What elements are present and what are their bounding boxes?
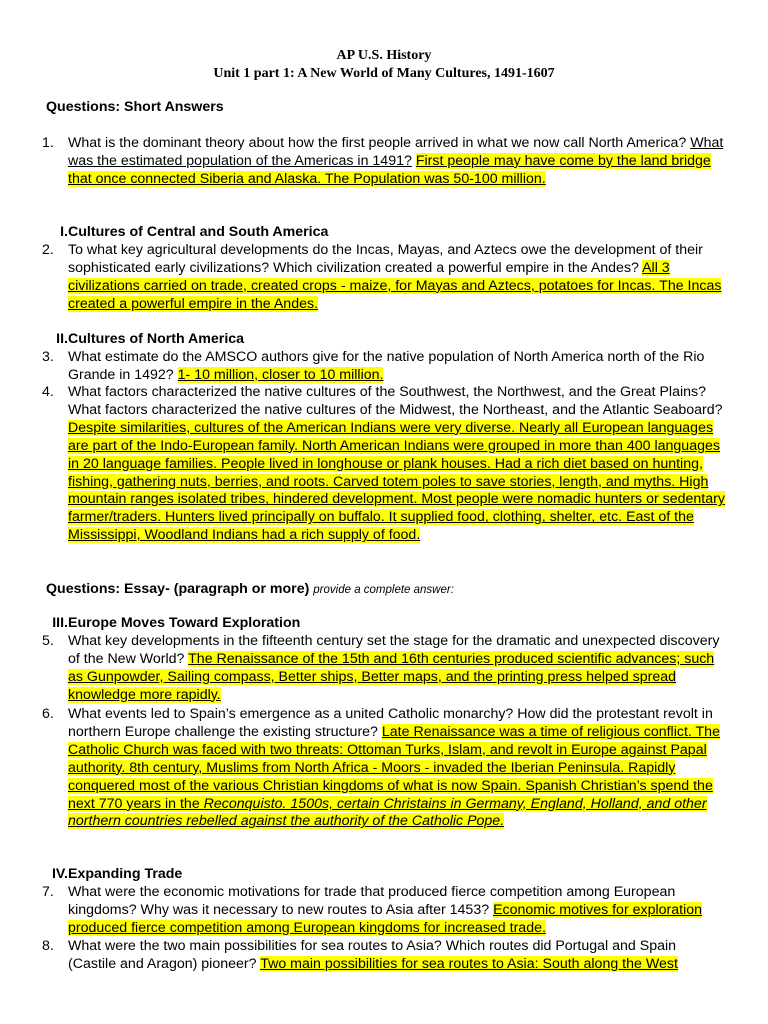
section-number: IV. — [51, 866, 68, 882]
question-number: 3. — [42, 349, 54, 365]
section-1-heading — [20, 224, 329, 242]
question-1 — [42, 135, 728, 189]
question-2 — [42, 242, 728, 314]
doc-subtitle: Unit 1 part 1: A New World of Many Cultures, 1491-1607 — [213, 66, 555, 81]
answer-highlight: Despite similarities, cultures of the American Indians were very diverse. Nearly all European languages are part of the Indo-European family. North American Indians were grouped in more than 400 languages in 20 language families. People lived in longhouse or plank houses. Had a rich diet based on hunting, fishing, gathering nuts, berries, and roots. Carved totem poles to save stories, length, and myths. High mountain ranges isolated tribes, hindered development. Most people were nomadic hunters or sedentary farmer/traders. Hunters lived principally on buffalo. It supplied food, clothing, shelter, etc. East of the Mississippi, Woodland Indians had a rich supply of food. — [68, 419, 725, 544]
question-number: 5. — [42, 633, 54, 649]
essay-heading-text: Questions: Essay- (paragraph or more) — [46, 581, 310, 597]
section-label: Cultures of North America — [68, 331, 245, 347]
answer-highlight: First people may have come by the land bridge that once connected Siberia and Alaska. The Population was 50-100 million. — [68, 152, 711, 187]
question-number: 6. — [42, 706, 54, 722]
question-text: What were the two main possibilities for sea routes to Asia? Which routes did Portugal and Spain (Castile and Aragon) pioneer? — [68, 938, 677, 972]
section-label: Europe Moves Toward Exploration — [68, 615, 301, 631]
answer-highlight: All 3 civilizations carried on trade, created crops - maize, for Mayas and Aztecs, potatoes for Incas. The Incas created a powerful empire in the Andes. — [68, 259, 722, 312]
answer-highlight-italic: Reconquisto. 1500s, certain Christains in Germany, England, Holland, and other northern countries rebelled against the authority of the Catholic Pope. — [68, 795, 707, 830]
question-6 — [42, 706, 728, 831]
essay-note: provide a complete answer: — [313, 584, 454, 596]
question-number: 1. — [42, 135, 54, 151]
answer-highlight: Two main possibilities for sea routes to Asia: South along the West — [260, 955, 678, 972]
question-4 — [42, 384, 728, 545]
section-2-heading — [20, 331, 245, 349]
question-8 — [42, 938, 728, 974]
answer-highlight: The Renaissance of the 15th and 16th centuries produced scientific advances; such as Gunpowder, Sailing compass, Better ships, Better maps, and the printing press helped spread knowledge more rapidly. — [68, 650, 715, 703]
question-number: 2. — [42, 242, 54, 258]
answer-highlight: Late Renaissance was a time of religious conflict. The Catholic Church was faced with two threats: Ottoman Turks, Islam, and revolt in Europe against Papal authority. 8th century, Muslims from North Africa - Moors - invaded the Iberian Peninsula. Rapidly conquered most of the various Christian kingdoms of what is now Spain. Spanish Christian’s spend the next 770 years in the — [68, 723, 720, 812]
answer-highlight: Economic motives for exploration produced fierce competition among European kingdoms for increased trade. — [68, 901, 703, 936]
section-number: II. — [56, 331, 68, 347]
section-3-heading — [20, 615, 301, 633]
question-text: What factors characterized the native cultures of the Southwest, the Northwest, and the Great Plains? What factors characterized the native cultures of the Midwest, the Northeast, and the Atlantic Seaboard? — [68, 384, 723, 418]
question-text: What is the dominant theory about how the first people arrived in what we now call North America? — [68, 135, 691, 151]
question-number: 8. — [42, 938, 54, 954]
section-label: Expanding Trade — [68, 866, 183, 882]
section-4-heading — [20, 866, 183, 884]
question-number: 4. — [42, 384, 54, 400]
essay-heading — [46, 581, 454, 600]
question-text: What key developments in the fifteenth century set the stage for the dramatic and unexpected discovery of the New World? — [68, 633, 720, 667]
short-answers-heading: Questions: Short Answers — [46, 99, 224, 115]
section-number: III. — [52, 615, 68, 631]
question-text: What estimate do the AMSCO authors give for the native population of North America north of the Rio Grande in 1492? — [68, 349, 705, 383]
question-text: What events led to Spain’s emergence as a united Catholic monarchy? How did the protestant revolt in northern Europe challenge the existing structure? — [68, 706, 713, 740]
question-text-underlined: What was the estimated population of the Americas in 1491? — [68, 135, 724, 169]
question-number: 7. — [42, 884, 54, 900]
question-text: To what key agricultural developments do the Incas, Mayas, and Aztecs owe the development of their sophisticated early civilizations? Which civilization created a powerful empire in the Andes? — [68, 242, 703, 276]
answer-highlight: 1- 10 million, closer to 10 million. — [177, 366, 384, 383]
question-5 — [42, 633, 728, 705]
section-label: Cultures of Central and South America — [68, 224, 329, 240]
question-7 — [42, 884, 728, 938]
section-number: I. — [60, 224, 68, 240]
question-text: What were the economic motivations for trade that produced fierce competition among European kingdoms? Why was it necessary to new routes to Asia after 1453? — [68, 884, 676, 918]
question-3 — [42, 349, 728, 385]
doc-title: AP U.S. History — [336, 48, 432, 63]
